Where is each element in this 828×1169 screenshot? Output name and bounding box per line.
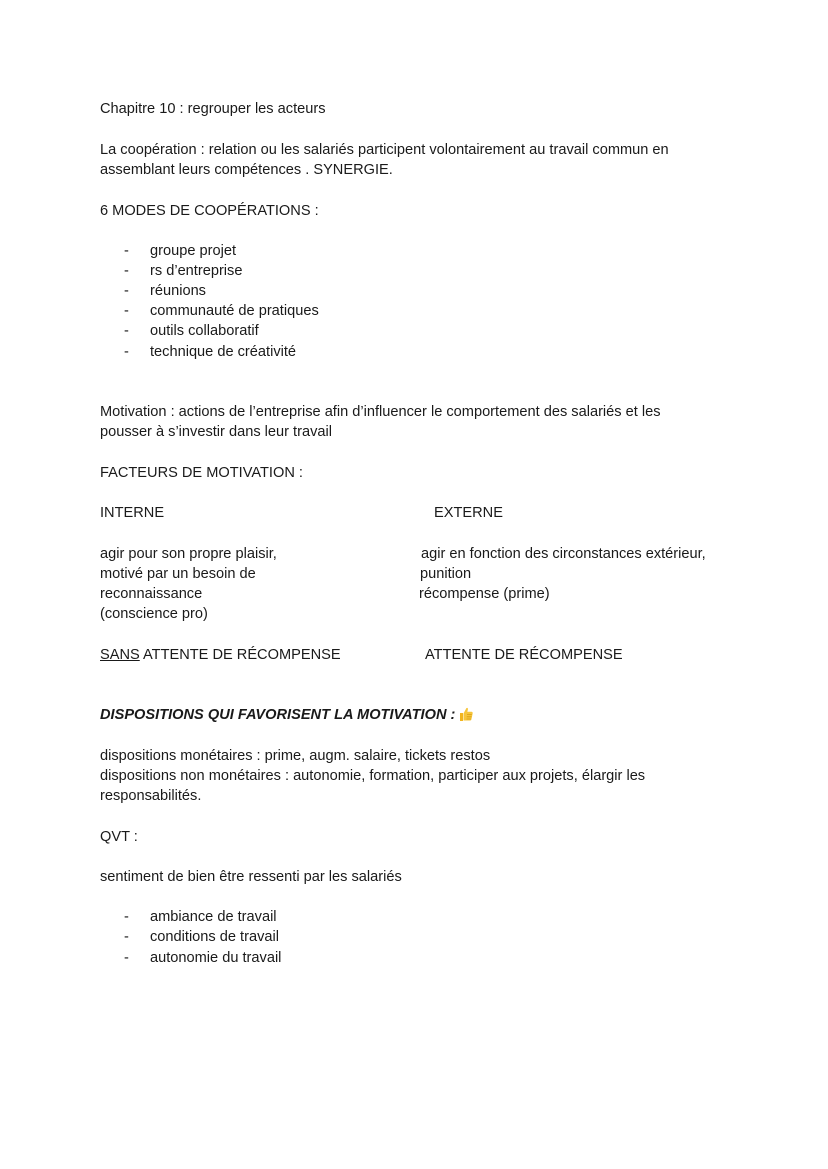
list-bullet: - xyxy=(124,950,129,966)
sans-underlined: SANS xyxy=(100,647,140,663)
cooperation-definition-line-1: La coopération : relation ou les salariés participent volontairement au travail commun en xyxy=(100,142,669,158)
list-item: groupe projet xyxy=(150,243,237,259)
externe-footer: ATTENTE DE RÉCOMPENSE xyxy=(425,647,623,663)
list-bullet: - xyxy=(124,909,129,925)
list-bullet: - xyxy=(124,929,129,945)
factors-heading: FACTEURS DE MOTIVATION : xyxy=(100,465,303,481)
dispositions-heading-text: DISPOSITIONS QUI FAVORISENT LA MOTIVATION : xyxy=(100,707,456,723)
dispositions-heading xyxy=(100,705,474,725)
interne-line: agir pour son propre plaisir, xyxy=(100,546,277,562)
cooperation-definition-line-2: assemblant leurs compétences . SYNERGIE. xyxy=(100,162,393,178)
motivation-definition-line-2: pousser à s’investir dans leur travail xyxy=(100,424,332,440)
list-bullet: - xyxy=(124,303,129,319)
interne-footer xyxy=(100,645,341,665)
externe-line: récompense (prime) xyxy=(419,586,550,602)
externe-label: EXTERNE xyxy=(434,505,503,521)
list-item: conditions de travail xyxy=(150,929,279,945)
list-bullet: - xyxy=(124,243,129,259)
thumbs-up-icon xyxy=(458,706,474,722)
qvt-definition: sentiment de bien être ressenti par les salariés xyxy=(100,869,402,885)
list-bullet: - xyxy=(124,323,129,339)
modes-heading: 6 MODES DE COOPÉRATIONS : xyxy=(100,203,319,219)
motivation-definition-line-1: Motivation : actions de l’entreprise afin d’influencer le comportement des salariés et les xyxy=(100,404,661,420)
interne-label: INTERNE xyxy=(100,505,165,521)
list-bullet: - xyxy=(124,344,129,360)
list-item: outils collaboratif xyxy=(150,323,259,339)
list-item: ambiance de travail xyxy=(150,909,277,925)
qvt-heading: QVT : xyxy=(100,829,138,845)
dispositions-line-2: dispositions non monétaires : autonomie, formation, participer aux projets, élargir les xyxy=(100,768,646,784)
interne-footer-rest: ATTENTE DE RÉCOMPENSE xyxy=(139,647,341,663)
interne-line: motivé par un besoin de xyxy=(100,566,256,582)
list-item: technique de créativité xyxy=(150,344,297,360)
interne-line: reconnaissance xyxy=(100,586,203,602)
list-bullet: - xyxy=(124,263,129,279)
list-bullet: - xyxy=(124,283,129,299)
externe-line: agir en fonction des circonstances extérieur, xyxy=(421,546,706,562)
externe-line: punition xyxy=(420,566,472,582)
dispositions-line-3: responsabilités. xyxy=(100,788,202,804)
chapter-title: Chapitre 10 : regrouper les acteurs xyxy=(100,101,326,117)
list-item: réunions xyxy=(150,283,206,299)
list-item: communauté de pratiques xyxy=(150,303,319,319)
list-item: rs d’entreprise xyxy=(150,263,243,279)
dispositions-line-1: dispositions monétaires : prime, augm. salaire, tickets restos xyxy=(100,748,491,764)
list-item: autonomie du travail xyxy=(150,950,282,966)
interne-line: (conscience pro) xyxy=(100,606,208,622)
